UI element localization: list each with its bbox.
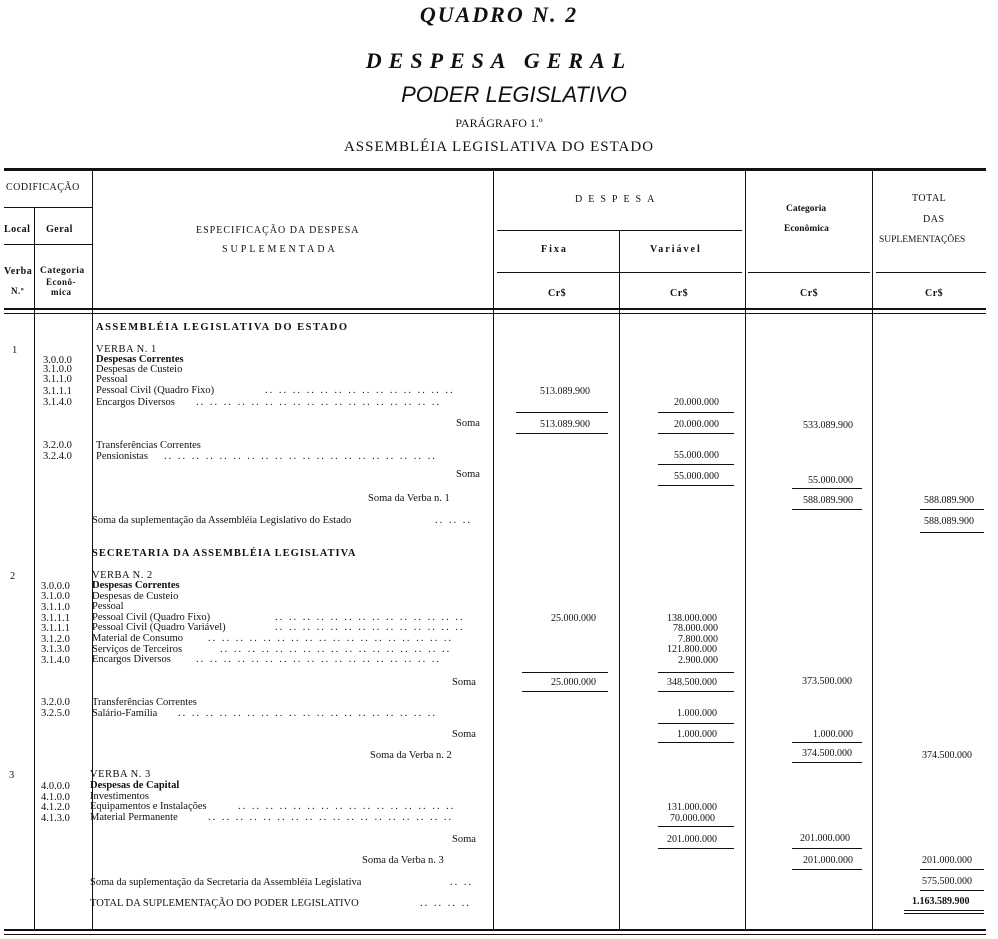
sec2-leader-sup: .. .. xyxy=(450,877,474,888)
sec1-leader-sup: .. .. .. xyxy=(435,515,472,526)
cod-rule xyxy=(4,207,92,208)
sec2-code-0: 3.0.0.0 xyxy=(41,581,70,592)
header-despesa: DESPESA xyxy=(575,194,661,205)
sec1-var-pens: 55.000.000 xyxy=(674,450,719,461)
header-local: Local xyxy=(4,224,31,235)
sec2-var-0: 138.000.000 xyxy=(667,613,717,624)
header-total: TOTAL xyxy=(912,193,947,204)
sec1-soma-var-rule-b xyxy=(658,433,734,434)
sec2-cat-rule xyxy=(792,742,862,743)
sec2-code-c1: 4.1.0.0 xyxy=(41,792,70,803)
sec1-soma-fixa: 513.089.900 xyxy=(540,419,590,430)
sec2-soma-var: 348.500.000 xyxy=(667,677,717,688)
sec2-code-1: 3.1.0.0 xyxy=(41,591,70,602)
sec2-var-1: 78.000.000 xyxy=(673,623,718,634)
sec2-soma-verba-label: Soma da Verba n. 2 xyxy=(370,750,452,761)
sec2-soma-label: Soma xyxy=(452,677,476,688)
table-bottom-rule-2 xyxy=(4,934,986,935)
sec1-soma-sup-total: 588.089.900 xyxy=(924,516,974,527)
sec2-var-3: 121.800.000 xyxy=(667,644,717,655)
sec2-desc-5: Material de Consumo xyxy=(92,633,183,644)
header-verba: Verba xyxy=(4,266,33,277)
sec2-soma-cat: 373.500.000 xyxy=(802,676,852,687)
sec1-soma-fixa-rule-b xyxy=(516,433,608,434)
sec2-code-5: 3.1.2.0 xyxy=(41,634,70,645)
header-bottom-rule-2 xyxy=(4,313,986,314)
sec2-code-b1: 3.2.5.0 xyxy=(41,708,70,719)
sec2-soma-verba-total: 374.500.000 xyxy=(922,750,972,761)
sec2-code-7: 3.1.4.0 xyxy=(41,655,70,666)
sec2-soma2-var: 1.000.000 xyxy=(677,729,717,740)
sec2-desc-1: Despesas de Custeio xyxy=(92,591,179,602)
col-rule-cat xyxy=(872,171,873,929)
sec2-verba3-cat-rule xyxy=(792,869,862,870)
sec1-verba-total-rule xyxy=(920,509,984,510)
sec1-soma2-var: 55.000.000 xyxy=(674,471,719,482)
sec1-soma2-var-rule xyxy=(658,464,734,465)
sec2-leader-4: .. .. .. .. .. .. .. .. .. .. .. .. .. .. xyxy=(275,622,465,633)
header-suplementada: SUPLEMENTADA xyxy=(222,244,338,255)
sec2-verba3-label: VERBA N. 3 xyxy=(90,769,151,780)
total-rule xyxy=(876,272,986,273)
sec2-leader-3: .. .. .. .. .. .. .. .. .. .. .. .. .. .. xyxy=(275,612,465,623)
sec2-var-4: 2.900.000 xyxy=(678,655,718,666)
header-categoria-economica: Categoria xyxy=(786,204,827,214)
col-rule-spec xyxy=(493,171,494,929)
sec2-soma-var-rule xyxy=(658,672,734,673)
sec2-soma-fixa: 25.000.000 xyxy=(551,677,596,688)
sec1-soma2-cat: 55.000.000 xyxy=(808,475,853,486)
sec2-desc-6: Serviços de Terceiros xyxy=(92,644,183,655)
sec2-code-c0: 4.0.0.0 xyxy=(41,781,70,792)
table-top-rule xyxy=(4,168,986,171)
sec1-code-1: 3.1.0.0 xyxy=(43,364,72,375)
sec1-sup-total-rule xyxy=(920,532,984,533)
paragrafo-title: PARÁGRAFO 1.º xyxy=(455,116,543,130)
sec2-code-c2: 4.1.2.0 xyxy=(41,802,70,813)
sec1-code-3: 3.1.1.1 xyxy=(43,386,72,397)
sec2-desc-7: Encargos Diversos xyxy=(92,654,171,665)
sec2-soma2-label: Soma xyxy=(452,729,476,740)
sec2-desc-c2: Equipamentos e Instalações xyxy=(90,801,207,812)
sec2-code-3: 3.1.1.1 xyxy=(41,613,70,624)
sec1-code-2: 3.1.1.0 xyxy=(43,374,72,385)
sec2-cat3-rule xyxy=(792,848,862,849)
sec1-code-b0: 3.2.0.0 xyxy=(43,440,72,451)
sec2-code-4: 3.1.1.1 xyxy=(41,623,70,634)
sec2-soma3-var-rule-b xyxy=(658,848,734,849)
sec2-desc-b0: Transferências Correntes xyxy=(92,697,197,708)
total-rule-b xyxy=(904,913,984,914)
sec2-soma2-cat: 1.000.000 xyxy=(813,729,853,740)
sec1-soma-var: 20.000.000 xyxy=(674,419,719,430)
sec2-soma2-var-rule xyxy=(658,723,734,724)
header-economica: Econô- xyxy=(46,277,76,287)
sec2-soma-var-rule-b xyxy=(658,691,734,692)
sec2-var-sal: 1.000.000 xyxy=(677,708,717,719)
sec1-desc-3: Pessoal Civil (Quadro Fixo) xyxy=(96,385,215,396)
sec2-verba3-num: 3 xyxy=(9,770,15,781)
sec1-verba-label: VERBA N. 1 xyxy=(96,344,157,355)
quadro-title: QUADRO N. 2 xyxy=(419,2,579,27)
sec1-leader-b1: .. .. .. .. .. .. .. .. .. .. .. .. .. .. .. .. .. .. .. .. xyxy=(164,451,437,462)
sec2-soma-sup-label: Soma da suplementação da Secretaria da Assembléia Legislativa xyxy=(90,877,362,888)
sec1-verba-cat-rule xyxy=(792,509,862,510)
sec2-soma-fixa-rule xyxy=(522,672,608,673)
header-cr-fixa: Cr$ xyxy=(548,288,567,299)
sec2-desc-0: Despesas Correntes xyxy=(92,580,180,591)
sec2-code-c3: 4.1.3.0 xyxy=(41,813,70,824)
header-fixa: Fixa xyxy=(541,244,568,255)
sec1-soma-var-rule xyxy=(658,412,734,413)
table-bottom-rule xyxy=(4,929,986,931)
header-suplementacoes: SUPLEMENTAÇÕES xyxy=(879,235,966,245)
sec2-verba-num: 2 xyxy=(10,571,16,582)
sec1-soma2-label: Soma xyxy=(456,469,480,480)
sec2-leader-b1: .. .. .. .. .. .. .. .. .. .. .. .. .. .. .. .. .. .. .. xyxy=(178,708,437,719)
sec1-soma-verba-total: 588.089.900 xyxy=(924,495,974,506)
sec2-sup-total-rule xyxy=(920,890,984,891)
sec2-soma-verba-cat: 374.500.000 xyxy=(802,748,852,759)
sec2-var-c0: 131.000.000 xyxy=(667,802,717,813)
sec2-soma-verba3-total: 201.000.000 xyxy=(922,855,972,866)
header-variavel: Variável xyxy=(650,244,702,255)
sec2-verba-cat-rule xyxy=(792,762,862,763)
sec2-soma-sup-total: 575.500.000 xyxy=(922,876,972,887)
header-economica-2: Econômica xyxy=(784,224,829,234)
sec2-desc-c0: Despesas de Capital xyxy=(90,780,180,791)
sec1-desc-2: Pessoal xyxy=(96,374,128,385)
sec2-soma3-label: Soma xyxy=(452,834,476,845)
sec1-soma2-var-rule-b xyxy=(658,485,734,486)
sec2-var-2: 7.800.000 xyxy=(678,634,718,645)
sec2-leader-c3: .. .. .. .. .. .. .. .. .. .. .. .. .. .. .. .. .. .. xyxy=(208,812,454,823)
sec2-soma-verba3-cat: 201.000.000 xyxy=(803,855,853,866)
header-cr-cat: Cr$ xyxy=(800,288,819,299)
header-cr-total: Cr$ xyxy=(925,288,944,299)
header-cr-var: Cr$ xyxy=(670,288,689,299)
sec2-leader-5: .. .. .. .. .. .. .. .. .. .. .. .. .. .. .. .. .. .. xyxy=(208,633,454,644)
sec1-soma-verba-label: Soma da Verba n. 1 xyxy=(368,493,450,504)
sec2-soma-verba3-label: Soma da Verba n. 3 xyxy=(362,855,444,866)
header-das: DAS xyxy=(923,214,945,225)
header-codificacao: CODIFICAÇÃO xyxy=(6,182,80,193)
assembleia-title: ASSEMBLÉIA LEGISLATIVA DO ESTADO xyxy=(343,139,655,155)
col-rule-local xyxy=(34,207,35,929)
sec2-soma-fixa-rule-b xyxy=(522,691,608,692)
despesa-geral-title: DESPESA GERAL xyxy=(365,48,633,73)
sec2-desc-2: Pessoal xyxy=(92,601,124,612)
sec2-desc-c3: Material Permanente xyxy=(90,812,178,823)
sec2-code-2: 3.1.1.0 xyxy=(41,602,70,613)
sec1-desc-4: Encargos Diversos xyxy=(96,397,175,408)
sec1-cat-rule xyxy=(792,488,862,489)
sec2-desc-3: Pessoal Civil (Quadro Fixo) xyxy=(92,612,211,623)
sec1-desc-b0: Transferências Correntes xyxy=(96,440,201,451)
sec1-code-b1: 3.2.4.0 xyxy=(43,451,72,462)
sec1-code-4: 3.1.4.0 xyxy=(43,397,72,408)
cat-rule xyxy=(748,272,870,273)
sec2-leader-6: .. .. .. .. .. .. .. .. .. .. .. .. .. .. .. .. .. xyxy=(220,644,452,655)
total-rule-a xyxy=(904,910,984,911)
sec2-desc-c1: Investimentos xyxy=(90,791,149,802)
local-geral-rule xyxy=(4,244,92,245)
sec2-soma3-var: 201.000.000 xyxy=(667,834,717,845)
sec1-desc-0: Despesas Correntes xyxy=(96,354,184,365)
sec2-var-c1: 70.000.000 xyxy=(670,813,715,824)
sec2-leader-7: .. .. .. .. .. .. .. .. .. .. .. .. .. .. .. .. .. .. xyxy=(196,654,442,665)
header-especificacao: ESPECIFICAÇÃO DA DESPESA xyxy=(196,225,360,236)
sec1-var-encargos: 20.000.000 xyxy=(674,397,719,408)
sec2-code-6: 3.1.3.0 xyxy=(41,644,70,655)
sec1-soma-sup-label: Soma da suplementação da Assembléia Legislativo do Estado xyxy=(92,515,352,526)
sec1-verba-num: 1 xyxy=(12,345,18,356)
poder-title: PODER LEGISLATIVO xyxy=(401,82,627,107)
sec2-soma3-var-rule xyxy=(658,826,734,827)
sec1-soma-label: Soma xyxy=(456,418,480,429)
sec2-desc-b1: Salário-Família xyxy=(92,708,158,719)
header-bottom-rule xyxy=(4,308,986,310)
sec1-soma-cat: 533.089.900 xyxy=(803,420,853,431)
sec1-desc-b1: Pensionistas xyxy=(96,451,148,462)
sec2-fixa-pessoal: 25.000.000 xyxy=(551,613,596,624)
sec2-code-b0: 3.2.0.0 xyxy=(41,697,70,708)
col-rule-var xyxy=(745,171,746,929)
total-label: TOTAL DA SUPLEMENTAÇÃO DO PODER LEGISLATIVO xyxy=(90,898,359,909)
sec1-leader-4: .. .. .. .. .. .. .. .. .. .. .. .. .. .. .. .. .. .. xyxy=(196,397,442,408)
sec1-desc-1: Despesas de Custeio xyxy=(96,364,183,375)
sec1-leader-3: .. .. .. .. .. .. .. .. .. .. .. .. .. .. xyxy=(265,385,455,396)
sec1-fixa-pessoal: 513.089.900 xyxy=(540,386,590,397)
sec2-soma2-var-rule-b xyxy=(658,742,734,743)
sec2-verba-label: VERBA N. 2 xyxy=(92,570,153,581)
sec2-title: SECRETARIA DA ASSEMBLÉIA LEGISLATIVA xyxy=(92,548,357,559)
col-rule-fixa xyxy=(619,230,620,929)
sec2-soma3-cat: 201.000.000 xyxy=(800,833,850,844)
sec1-title: ASSEMBLÉIA LEGISLATIVA DO ESTADO xyxy=(96,322,349,333)
total-value: 1.163.589.900 xyxy=(912,896,970,907)
sec2-desc-4: Pessoal Civil (Quadro Variável) xyxy=(92,622,226,633)
header-mica: mica xyxy=(51,287,72,297)
header-geral: Geral xyxy=(46,224,73,235)
header-numero: N.º xyxy=(11,286,25,296)
sec1-soma-fixa-rule xyxy=(516,412,608,413)
sec2-verba3-total-rule xyxy=(920,869,984,870)
header-categoria: Categoria xyxy=(40,266,85,276)
sec1-code-0: 3.0.0.0 xyxy=(43,355,72,366)
sec1-soma-verba-cat: 588.089.900 xyxy=(803,495,853,506)
sec2-leader-c2: .. .. .. .. .. .. .. .. .. .. .. .. .. .. .. .. xyxy=(238,801,456,812)
total-leader: .. .. .. .. xyxy=(420,898,471,909)
